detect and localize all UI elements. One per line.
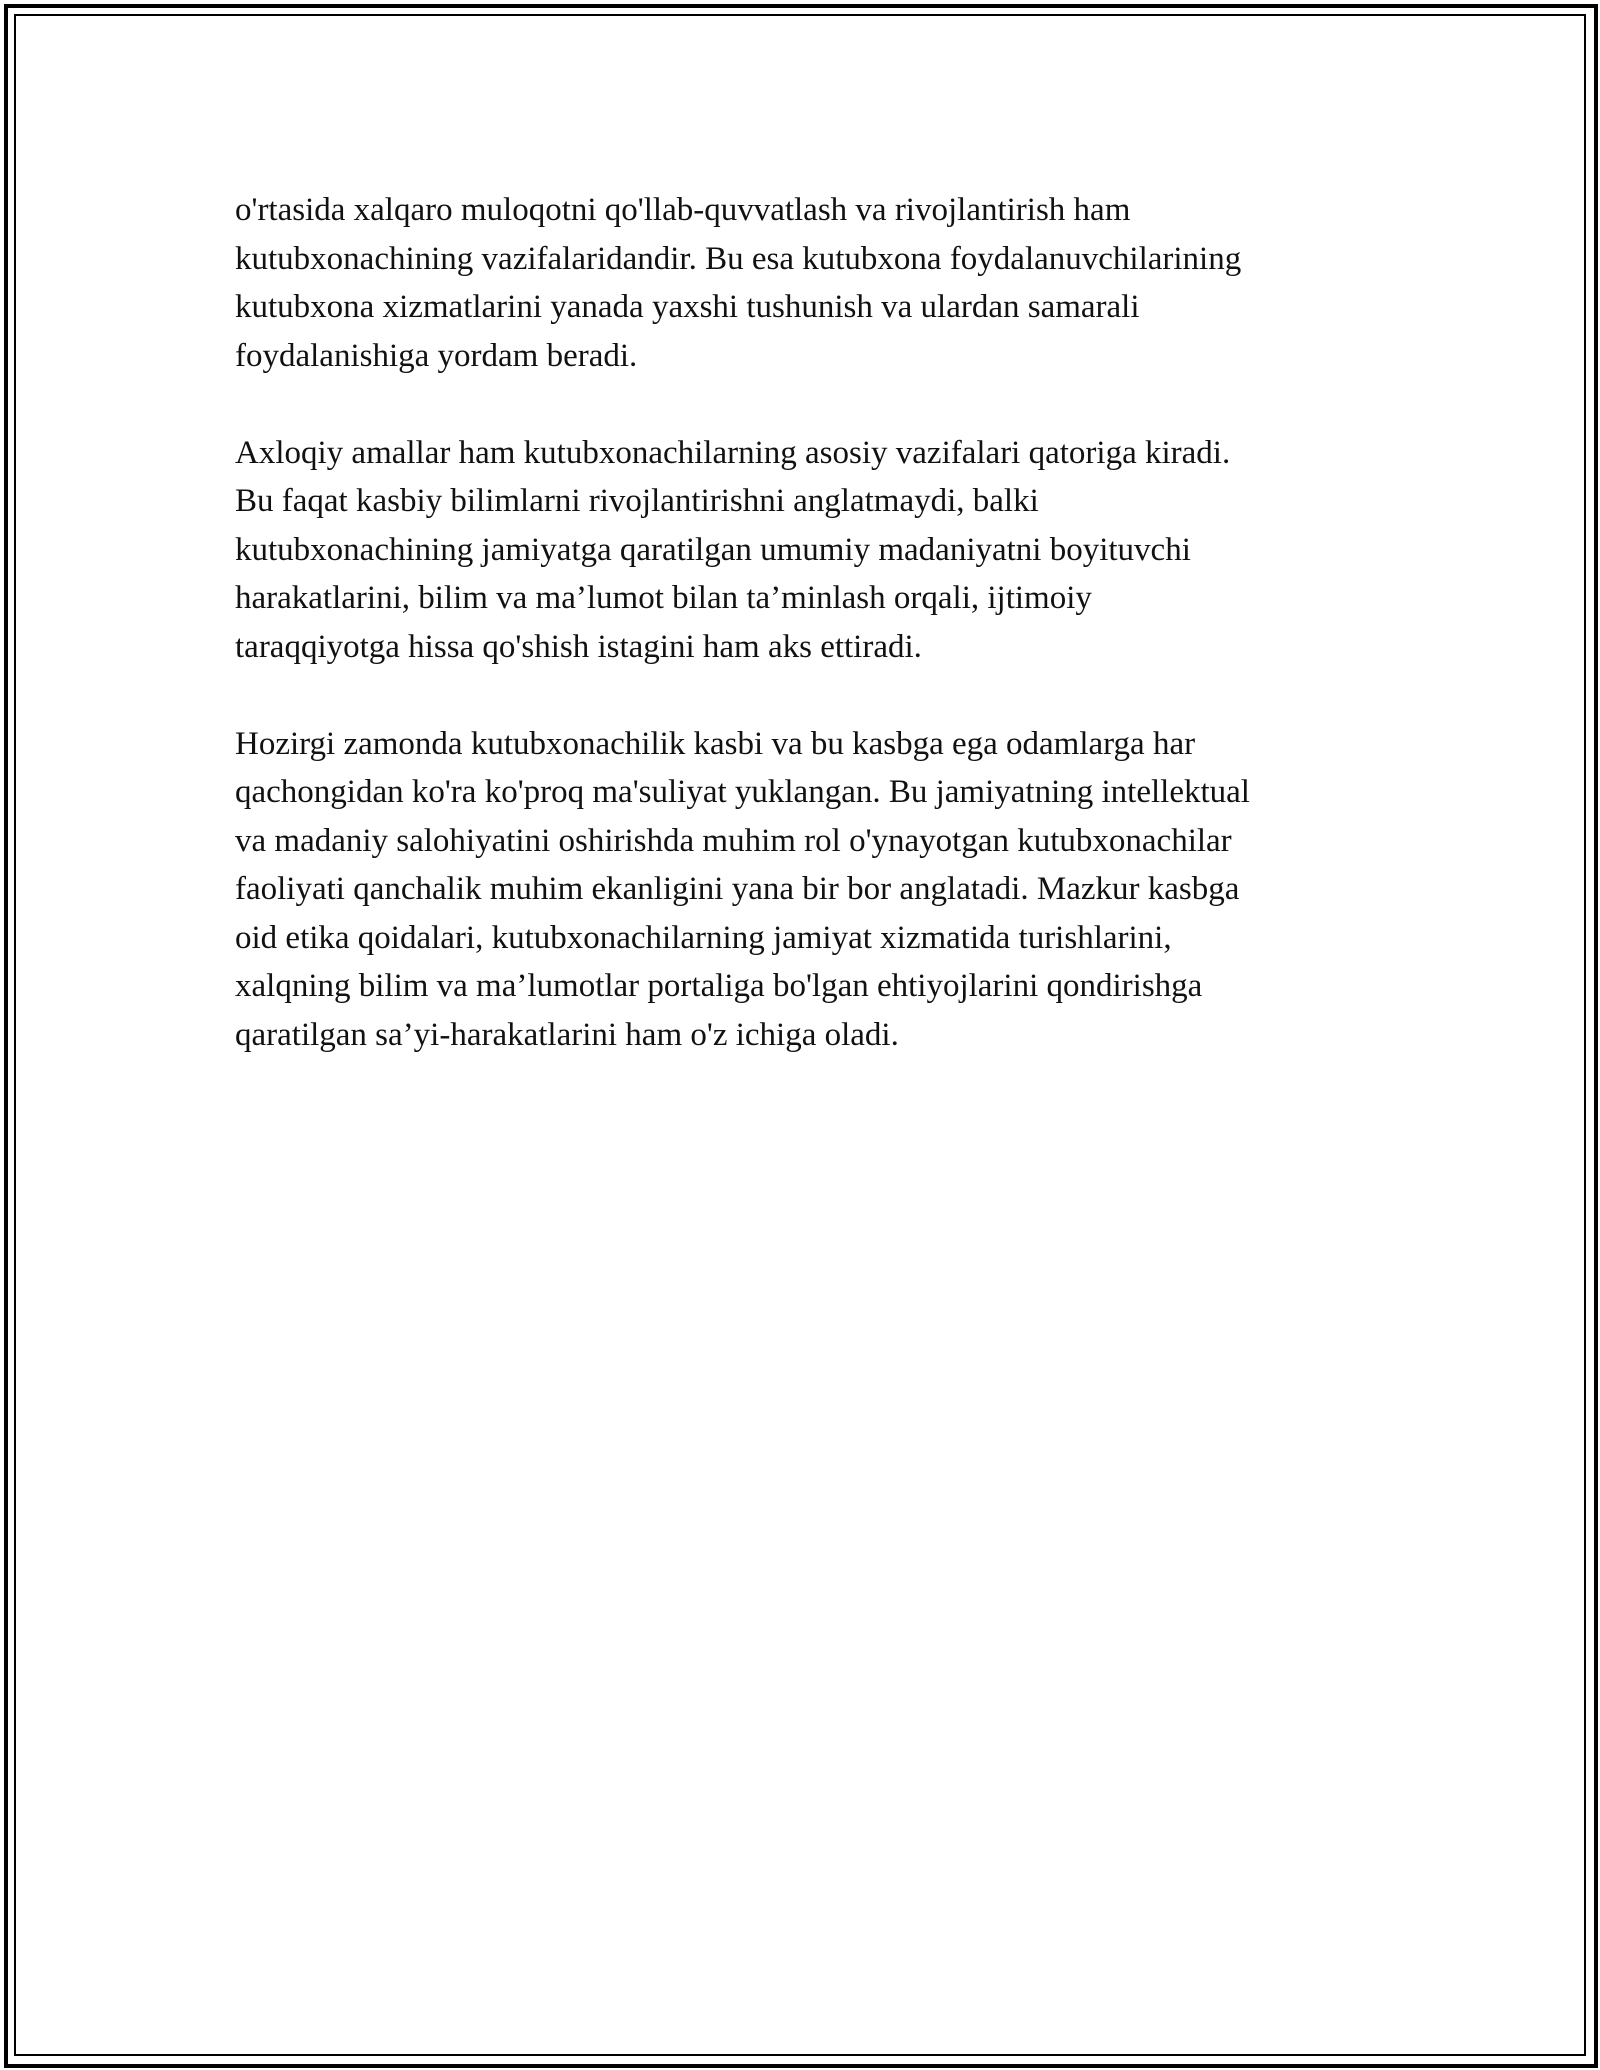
paragraph-2-line-2: Bu faqat kasbiy bilimlarni rivojlantirishni anglatmaydi, balki (235, 483, 1039, 519)
paragraph-3 (235, 720, 1375, 1060)
paragraph-3-line-7: qaratilgan sa’yi-harakatlarini ham o'z ichiga oladi. (235, 1016, 899, 1053)
paragraph-1-line-3: kutubxona xizmatlarini yanada yaxshi tushunish va ulardan samarali (235, 289, 1140, 325)
paragraph-3-line-3: va madaniy salohiyatini oshirishda muhim rol o'ynayotgan kutubxonachilar (235, 822, 1232, 859)
paragraph-2-line-3: kutubxonachining jamiyatga qaratilgan umumiy madaniyatni boyituvchi (235, 531, 1191, 568)
paragraph-3-line-5: oid etika qoidalari, kutubxonachilarning jamiyat xizmatida turishlarini, (235, 919, 1172, 956)
paragraph-3-line-1: Hozirgi zamonda kutubxonachilik kasbi va bu kasbga ega odamlarga har (235, 725, 1196, 762)
paragraph-1-line-1: o'rtasida xalqaro muloqotni qo'llab-quvvatlash va rivojlantirish ham (235, 192, 1131, 228)
paragraph-2-line-4: harakatlarini, bilim va ma’lumot bilan ta’minlash orqali, ijtimoiy (235, 580, 1092, 616)
paragraph-3-line-6: xalqning bilim va ma’lumotlar portaliga bo'lgan ehtiyojlarini qondirishga (235, 968, 1203, 1004)
paragraph-1-line-4: foydalanishiga yordam beradi. (235, 337, 638, 374)
paragraph-3-line-2: qachongidan ko'ra ko'proq ma'suliyat yuklangan. Bu jamiyatning intellektual (235, 774, 1250, 810)
paragraph-1 (235, 186, 1375, 380)
paragraph-2-line-1: Axloqiy amallar ham kutubxonachilarning asosiy vazifalari qatoriga kiradi. (235, 434, 1231, 471)
paragraph-3-line-4: faoliyati qanchalik muhim ekanligini yana bir bor anglatadi. Mazkur kasbga (235, 871, 1240, 907)
paragraph-2 (235, 429, 1375, 672)
paragraph-2-line-5: taraqqiyotga hissa qo'shish istagini ham aks ettiradi. (235, 628, 922, 665)
document-body (235, 186, 1375, 1108)
paragraph-1-line-2: kutubxonachining vazifalaridandir. Bu esa kutubxona foydalanuvchilarining (235, 240, 1242, 277)
